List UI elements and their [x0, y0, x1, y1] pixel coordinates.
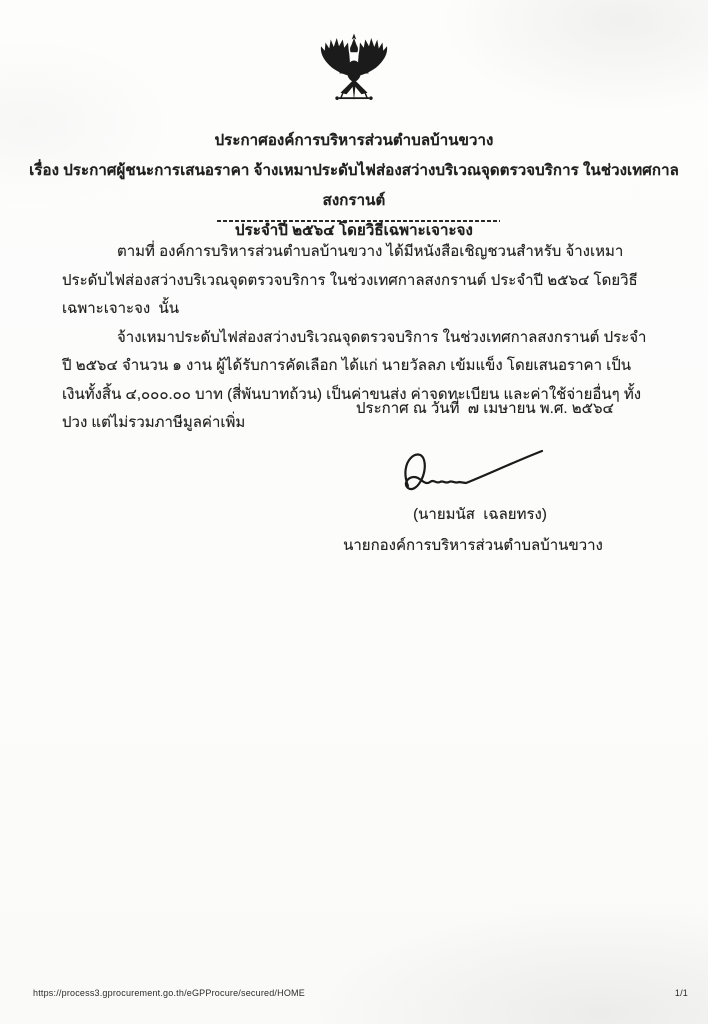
handwritten-signature	[390, 442, 550, 500]
garuda-emblem-icon	[309, 26, 399, 122]
subject-line: เรื่อง ประกาศผู้ชนะการเสนอราคา จ้างเหมาประดับไฟส่องสว่างบริเวณจุดตรวจบริการ ในช่วงเทศกาลสงกรานต์	[29, 162, 679, 209]
footer-url: https://process3.gprocurement.go.th/eGPProcure/secured/HOME	[33, 988, 305, 998]
page-indicator: 1/1	[674, 988, 688, 998]
year-method-line: ประจำปี ๒๕๖๔ โดยวิธีเฉพาะเจาะจง	[235, 222, 473, 239]
page-footer	[0, 988, 708, 998]
org-title-line: ประกาศองค์การบริหารส่วนตำบลบ้านขวาง	[214, 132, 494, 149]
signer-position: นายกองค์การบริหารส่วนตำบลบ้านขวาง	[343, 537, 603, 554]
title-block	[20, 126, 688, 246]
announcement-date-line: ประกาศ ณ วันที่ ๗ เมษายน พ.ศ. ๒๕๖๔	[356, 400, 614, 417]
announcement-paragraph-2: จ้างเหมาประดับไฟส่องสว่างบริเวณจุดตรวจบริการ ในช่วงเทศกาลสงกรานต์ ประจำปี ๒๕๖๔ จำนวน ๑ งาน ผู้ได้รับการคัดเลือก ได้แก่ นายวัลลภ เข้มแข็ง โดยเสนอราคา เป็นเงินทั้งสิ้น ๔,๐๐๐.๐๐ บาท (สี่พันบาทถ้วน) เป็นค่าขนส่ง ค่าจดทะเบียน และค่าใช้จ่ายอื่นๆ ทั้งปวง แต่ไม่รวมภาษีมูลค่าเพิ่ม	[62, 328, 647, 431]
title-divider	[217, 220, 500, 222]
signer-name: (นายมนัส เฉลยทรง)	[413, 506, 547, 523]
signature-block	[330, 442, 630, 557]
announcement-paragraph-1: ตามที่ องค์การบริหารส่วนตำบลบ้านขวาง ได้มีหนังสือเชิญชวนสำหรับ จ้างเหมาประดับไฟส่องสว่างบริเวณจุดตรวจบริการ ในช่วงเทศกาลสงกรานต์ ประจำปี ๒๕๖๔ โดยวิธีเฉพาะเจาะจง นั้น	[62, 243, 638, 317]
